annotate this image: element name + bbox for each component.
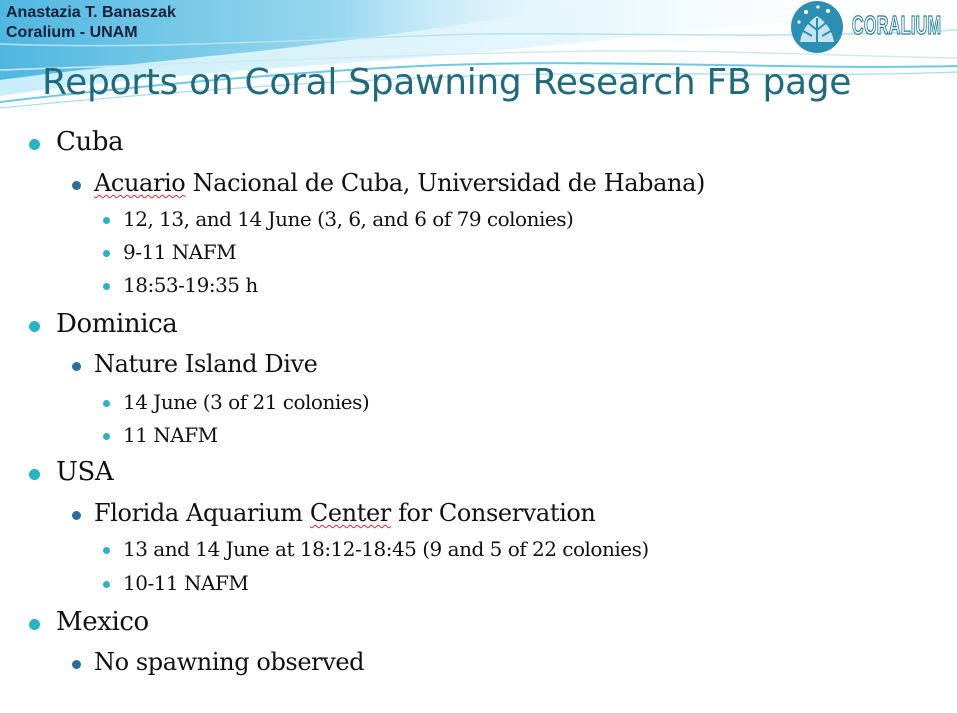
country-label: Mexico — [56, 607, 149, 637]
coral-fan-icon — [791, 1, 843, 53]
bullet-level3 — [103, 283, 110, 290]
usa-institution — [94, 499, 595, 527]
detail-text: 18:53-19:35 h — [123, 273, 258, 297]
dominica-detail — [123, 390, 369, 414]
spellcheck-word: Center — [309, 499, 391, 527]
institution-part: for Conservation — [390, 499, 596, 527]
dominica-detail — [123, 423, 218, 447]
mexico-note — [94, 648, 364, 676]
detail-text: 12, 13, and 14 June (3, 6, and 6 of 79 colonies) — [123, 207, 574, 231]
spellcheck-word: Acuario — [94, 169, 186, 197]
detail-text: 11 NAFM — [123, 423, 218, 447]
bullet-level1 — [29, 469, 40, 480]
bullet-level1 — [29, 619, 40, 630]
country-label: Cuba — [56, 127, 124, 157]
detail-text: 9-11 NAFM — [123, 240, 237, 264]
bullet-level1 — [29, 139, 40, 150]
country-cuba — [56, 127, 123, 157]
bullet-level2 — [72, 511, 81, 520]
institution-part: Florida Aquarium — [94, 499, 310, 527]
bullet-level3 — [103, 250, 110, 257]
author-affiliation: Coralium - UNAM — [6, 24, 138, 41]
country-dominica — [56, 309, 177, 339]
institution-label: Nature Island Dive — [94, 350, 318, 378]
note-text: No spawning observed — [94, 648, 365, 676]
dominica-institution — [94, 350, 317, 378]
cuba-detail — [123, 273, 258, 297]
country-usa — [56, 457, 113, 487]
usa-detail — [123, 571, 248, 595]
bullet-level2 — [72, 660, 81, 669]
bullet-level2 — [72, 362, 81, 371]
bullet-level3 — [103, 547, 110, 554]
institution-label — [94, 169, 705, 197]
usa-detail — [123, 537, 649, 561]
bullet-level3 — [103, 217, 110, 224]
bullet-level3 — [103, 433, 110, 440]
logo-wordmark: CORALIUM — [852, 10, 942, 40]
detail-text: 10-11 NAFM — [123, 571, 249, 595]
institution-rest: Nacional de Cuba, Universidad de Habana) — [185, 169, 705, 197]
detail-text: 14 June (3 of 21 colonies) — [123, 390, 370, 414]
bullet-level2 — [72, 181, 81, 190]
country-mexico — [56, 607, 149, 637]
bullet-level3 — [103, 400, 110, 407]
cuba-institution — [94, 169, 705, 197]
detail-text: 13 and 14 June at 18:12-18:45 (9 and 5 of 22 colonies) — [123, 537, 649, 561]
institution-label — [94, 499, 595, 527]
country-label: USA — [56, 457, 114, 487]
slide-title: Reports on Coral Spawning Research FB page — [42, 62, 852, 103]
author-name: Anastazia T. Banaszak — [6, 4, 176, 21]
cuba-detail — [123, 207, 573, 231]
bullet-level1 — [29, 321, 40, 332]
country-label: Dominica — [56, 309, 178, 339]
bullet-level3 — [103, 581, 110, 588]
cuba-detail — [123, 240, 236, 264]
